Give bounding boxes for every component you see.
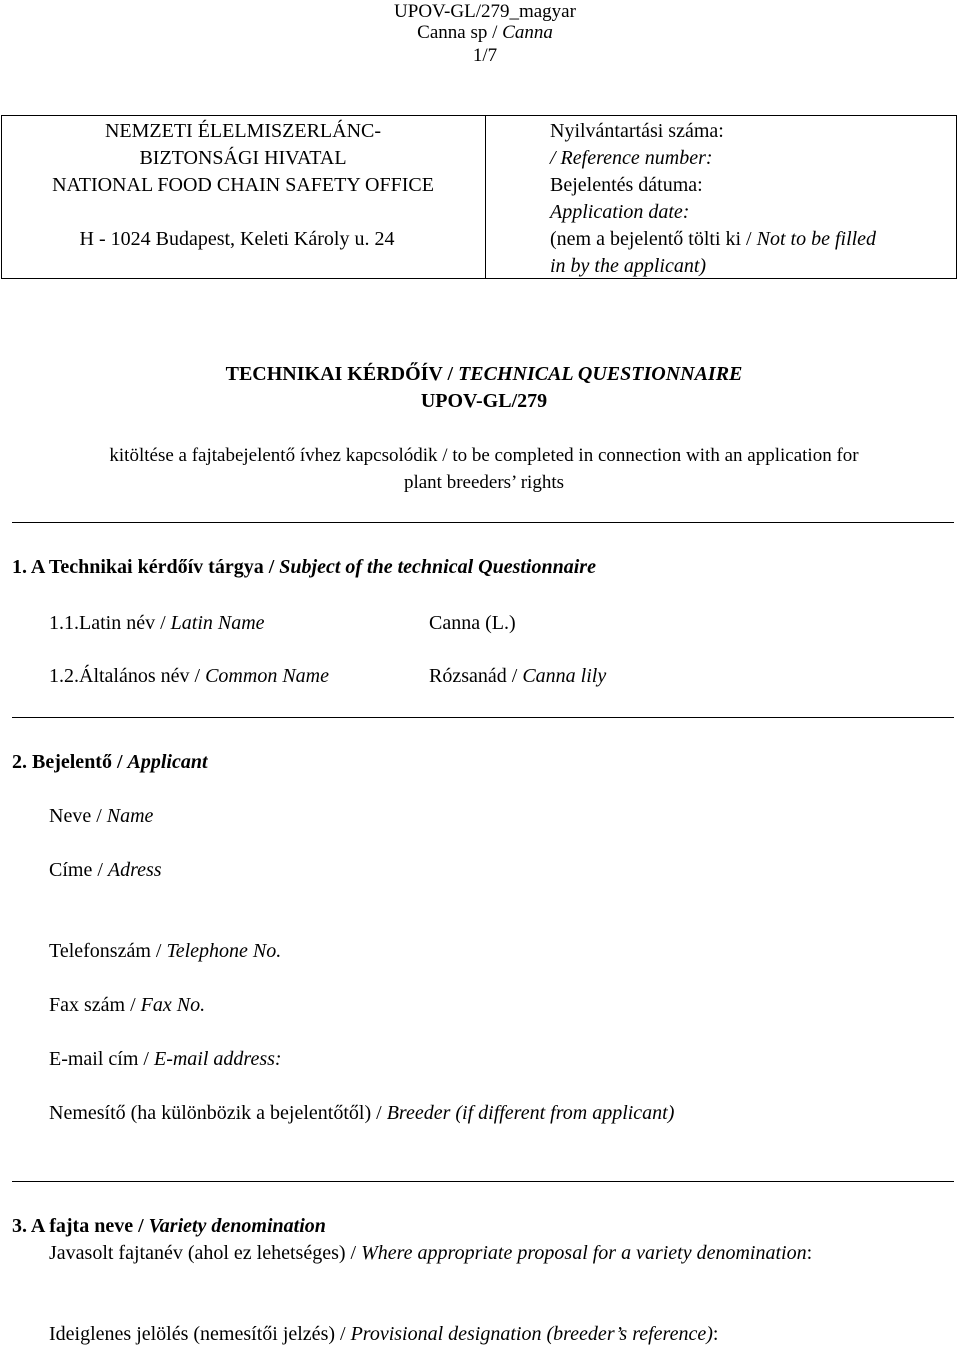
divider-2 [12, 717, 954, 718]
denomination-proposal-label [49, 1240, 812, 1267]
common-name-value [429, 663, 606, 690]
not-filled-note-hu: (nem a bejelentő tölti ki / [550, 228, 757, 250]
common-name-label-en: Common Name [205, 665, 329, 687]
applicant-email-label [49, 1046, 282, 1073]
latin-name-label [49, 610, 265, 637]
not-filled-note-en-1: Not to be filled [756, 228, 877, 250]
common-name-value-hu: Rózsanád / [429, 665, 518, 687]
denomination-proposal-colon: : [806, 1242, 813, 1264]
applicant-name-label [49, 803, 153, 830]
application-date-label: Bejelentés dátuma: [550, 174, 703, 196]
divider-1 [12, 522, 954, 523]
title-hu: TECHNIKAI KÉRDŐÍV / [225, 363, 454, 385]
office-registry-box [1, 115, 957, 279]
applicant-name-label-en: Name [106, 805, 154, 827]
reference-number-label: Nyilvántartási száma: [550, 120, 724, 142]
species-en: Canna [502, 22, 553, 43]
applicant-address-label-en: Adress [107, 859, 162, 881]
section-1-heading-hu: 1. A Technikai kérdőív tárgya / [12, 556, 275, 578]
provisional-designation-colon: : [712, 1323, 719, 1345]
breeder-label [49, 1100, 674, 1127]
office-line-3: NATIONAL FOOD CHAIN SAFETY OFFICE [52, 174, 434, 196]
section-2-heading [12, 749, 208, 776]
office-line-1: NEMZETI ÉLELMISZERLÁNC- [104, 120, 382, 142]
page-number: 1/7 [472, 45, 498, 66]
not-filled-note-en-2: in by the applicant) [550, 255, 707, 277]
subtitle-line-1: kitöltése a fajtabejelentő ívhez kapcsolódik / to be completed in connection with an application for [109, 445, 859, 466]
subtitle-line-2: plant breeders’ rights [403, 472, 565, 493]
questionnaire-title [0, 361, 960, 388]
box-divider [485, 116, 486, 278]
applicant-fax-label-en: Fax No. [140, 994, 206, 1016]
section-3-heading-hu: 3. A fajta neve / [12, 1215, 144, 1237]
section-1-heading-en: Subject of the technical Questionnaire [279, 556, 596, 578]
latin-name-value: Canna (L.) [429, 612, 516, 634]
section-3-heading [12, 1213, 326, 1240]
office-block [2, 116, 484, 253]
title-en: TECHNICAL QUESTIONNAIRE [458, 363, 743, 385]
species-line [0, 21, 960, 45]
applicant-fax-label-hu: Fax szám / [49, 994, 136, 1016]
questionnaire-code: UPOV-GL/279 [420, 390, 548, 412]
common-name-value-en: Canna lily [522, 665, 607, 687]
provisional-designation-label [49, 1321, 718, 1348]
doc-id: UPOV-GL/279_magyar [394, 1, 576, 22]
breeder-label-hu: Nemesítő (ha különbözik a bejelentőtől) / [49, 1102, 382, 1124]
registry-block [550, 116, 960, 280]
applicant-phone-label-hu: Telefonszám / [49, 940, 162, 962]
applicant-name-label-hu: Neve / [49, 805, 102, 827]
office-address: H - 1024 Budapest, Keleti Károly u. 24 [79, 228, 395, 250]
applicant-phone-label [49, 938, 281, 965]
applicant-address-label-hu: Címe / [49, 859, 103, 881]
provisional-designation-label-en: Provisional designation (breeder’s reference) [350, 1323, 713, 1345]
latin-name-label-hu: 1.1.Latin név / [49, 612, 166, 634]
application-date-label-en: Application date: [550, 201, 690, 223]
denomination-proposal-label-en: Where appropriate proposal for a variety denomination [361, 1242, 807, 1264]
section-1-heading [12, 554, 596, 581]
divider-3 [12, 1181, 954, 1182]
latin-name-label-en: Latin Name [170, 612, 265, 634]
species-hu: Canna sp / [417, 22, 498, 43]
office-line-2: BIZTONSÁGI HIVATAL [139, 147, 347, 169]
denomination-proposal-label-hu: Javasolt fajtanév (ahol ez lehetséges) / [49, 1242, 357, 1264]
section-3-heading-en: Variety denomination [148, 1215, 326, 1237]
applicant-fax-label [49, 992, 205, 1019]
breeder-label-en: Breeder (if different from applicant) [386, 1102, 675, 1124]
applicant-email-label-hu: E-mail cím / [49, 1048, 149, 1070]
section-2-heading-hu: 2. Bejelentő / [12, 751, 123, 773]
applicant-phone-label-en: Telephone No. [166, 940, 282, 962]
section-2-heading-en: Applicant [127, 751, 208, 773]
applicant-email-label-en: E-mail address: [153, 1048, 282, 1070]
common-name-label [49, 663, 329, 690]
provisional-designation-label-hu: Ideiglenes jelölés (nemesítői jelzés) / [49, 1323, 346, 1345]
reference-number-label-en: / Reference number: [550, 147, 713, 169]
not-filled-note [550, 226, 960, 253]
applicant-address-label [49, 857, 162, 884]
common-name-label-hu: 1.2.Általános név / [49, 665, 201, 687]
